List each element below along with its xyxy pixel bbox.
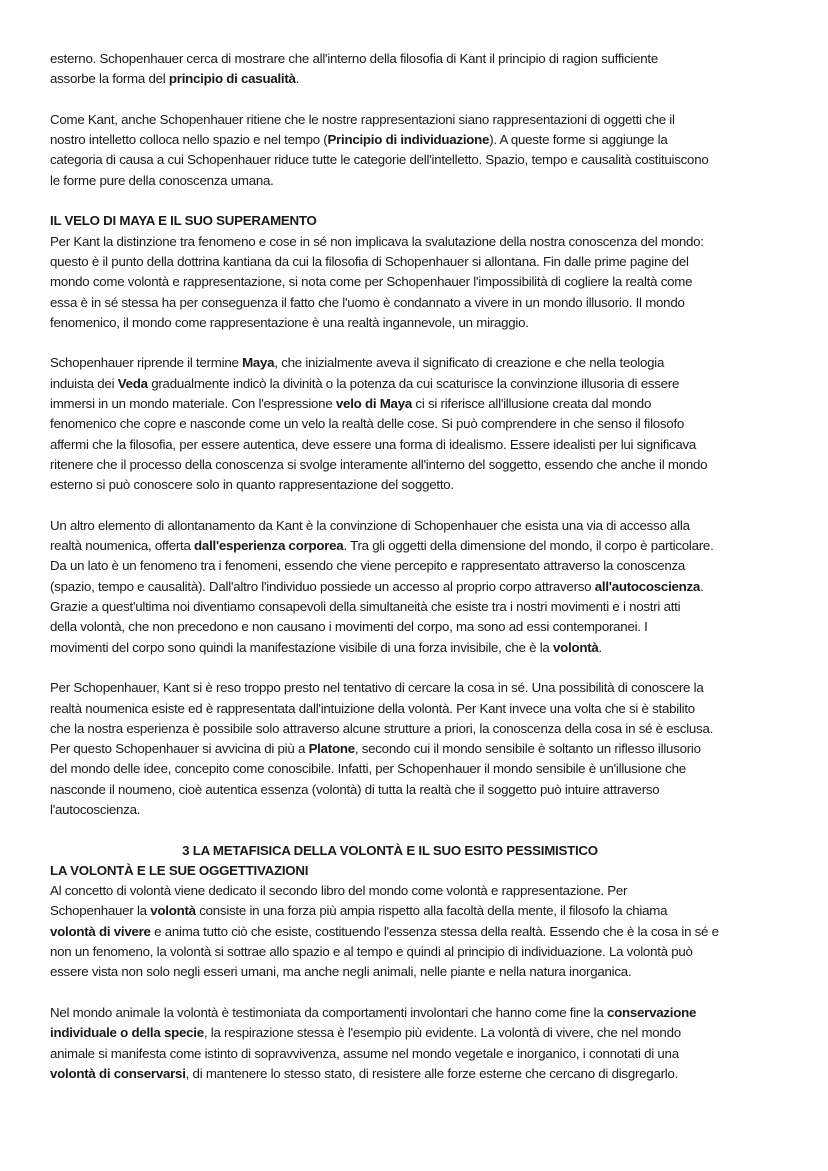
bold-term: dall'esperienza corporea <box>194 538 344 554</box>
section-velo-di-maya: IL VELO DI MAYA E IL SUO SUPERAMENTO Per Kant la distinzione tra fenomeno e cose in sé non implicava la svalutazione della nostra conoscenza del mondo: questo è il punto della dottrina kantiana da cui la filosofia di Schopenhauer si allontana. Fin dalle prime pagine del mondo come volontà e rappresentazione, si nota come per Schopenhauer l'impossibilità di cogliere la realtà come essa è in sé stessa ha per conseguenza il fatto che l'uomo è condannato a vivere in un mondo illusorio. Il mondo fenomenico, il mondo come rappresentazione è una realtà ingannevole, un miraggio. <box>50 211 810 333</box>
bold-term: volontà <box>150 903 196 919</box>
bold-term: all'autocoscienza <box>594 578 701 594</box>
paragraph-maya: Schopenhauer riprende il termine Maya, che inizialmente aveva il significato di creazione e che nella teologia induista dei Veda gradualmente indicò la divinità o la potenza da cui scaturisce la convinzione illusoria di essere immersi in un mondo materiale. Con l'espressione velo di Maya ci si riferisce all'illusione creata dal mondo fenomenico che copre e nasconde come un velo la realtà delle cose. Si può comprendere in che senso il filosofo affermi che la filosofia, per essere autentica, deve essere una forma di idealismo. Essere idealisti per lui significava ritenere che il processo della conoscenza si svolge interamente all'interno del soggetto, essendo che anche il mondo esterno si può conoscere solo in quanto rappresentazione del soggetto. <box>50 355 708 493</box>
bold-term: volontà di vivere <box>50 923 151 939</box>
paragraph-platone: Per Schopenhauer, Kant si è reso troppo presto nel tentativo di cercare la cosa in sé. Una possibilità di conoscere la realtà noumenica esiste ed è rappresentata dall'intuizione della volontà. Per Kant invece una volta che si è stabilito che la nostra esperienza è possibile solo attraverso alcune strutture a priori, la conoscenza della cosa in sé è esclusa. Per questo Schopenhauer si avvicina di più a Platone, secondo cui il mondo sensibile è soltanto un riflesso illusorio del mondo delle idee, concepito come conoscibile. Infatti, per Schopenhauer il mondo sensibile è un'illusione che nasconde il noumeno, cioè autentica essenza (volontà) di tutta la realtà che il soggetto può intuire attraverso l'autocoscienza. <box>50 680 714 817</box>
paragraph-forms: Come Kant, anche Schopenhauer ritiene che le nostre rappresentazioni siano rappresentazioni di oggetti che il nostro intelletto colloca nello spazio e nel tempo (Principio di individuazione). A queste forme si aggiunge la categoria di causa a cui Schopenhauer riduce tutte le categorie dell'intelletto. Spazio, tempo e causalità costituiscono le forme pure della conoscenza umana. <box>50 111 709 188</box>
bold-term: volontà <box>553 639 599 655</box>
bold-term: Principio di individuazione <box>327 132 490 148</box>
paragraph-body-experience: Un altro elemento di allontanamento da Kant è la convinzione di Schopenhauer che esista una via di accesso alla realtà noumenica, offerta dall'esperienza corporea. Tra gli oggetti della dimensione del mondo, il corpo è particolare. Da un lato è un fenomeno tra i fenomeni, essendo che viene percepito e rappresentato attraverso la conoscenza (spazio, tempo e causalità). Dall'altro l'individuo possiede un accesso al proprio corpo attraverso all'autocoscienza. Grazie a quest'ultima noi diventiamo consapevoli della simultaneità che esiste tra i nostri movimenti e i nostri atti della volontà, che non precedono e non causano i movimenti del corpo, ma sono ad essi contemporanei. I movimenti del corpo sono quindi la manifestazione visibile di una forza invisibile, che è la volontà. <box>50 517 714 655</box>
paragraph-animal-will: Nel mondo animale la volontà è testimoniata da comportamenti involontari che hanno come fine la conservazione individuale o della specie, la respirazione stessa è l'esempio più evidente. La volontà di vivere, che nel mondo animale si manifesta come istinto di sopravvivenza, assume nel mondo vegetale e inorganico, i connotati di una volontà di conservarsi, di mantenere lo stesso stato, di resistere alle forze esterne che cercano di disgregarlo. <box>50 1004 697 1081</box>
bold-term: individuale o della specie <box>50 1025 204 1041</box>
bold-term: Maya <box>242 355 275 371</box>
bold-term: Veda <box>117 375 148 391</box>
section-heading: LA VOLONTÀ E LE SUE OGGETTIVAZIONI <box>50 862 309 878</box>
section-volonta: 3 LA METAFISICA DELLA VOLONTÀ E IL SUO ESITO PESSIMISTICO LA VOLONTÀ E LE SUE OGGETTIVAZIONI Al concetto di volontà viene dedicato il secondo libro del mondo come volontà e rappresentazione. Per Schopenhauer la volontà consiste in una forza più ampia rispetto alla facoltà della mente, il filosofo la chiama volontà di vivere e anima tutto ciò che esiste, costituendo l'essenza stessa della realtà. Essendo che è la cosa in sé e non un fenomeno, la volontà si sottrae allo spazio e al tempo e quindi al principio di individuazione. La volontà può essere vista non solo negli esseri umani, ma anche negli animali, nelle piante e nella natura inorganica. <box>50 841 810 983</box>
bold-term: Platone <box>308 741 355 757</box>
bold-term: velo di Maya <box>335 396 412 412</box>
bold-term: principio di casualità <box>168 71 296 87</box>
chapter-heading: 3 LA METAFISICA DELLA VOLONTÀ E IL SUO ESITO PESSIMISTICO <box>182 842 598 858</box>
bold-term: volontà di conservarsi <box>50 1065 186 1081</box>
paragraph-causality: esterno. Schopenhauer cerca di mostrare che all'interno della filosofia di Kant il principio di ragion sufficiente assorbe la forma del principio di casualità. <box>50 51 658 87</box>
document-page <box>50 49 810 1104</box>
bold-term: conservazione <box>606 1004 697 1020</box>
section-heading: IL VELO DI MAYA E IL SUO SUPERAMENTO <box>50 213 317 229</box>
